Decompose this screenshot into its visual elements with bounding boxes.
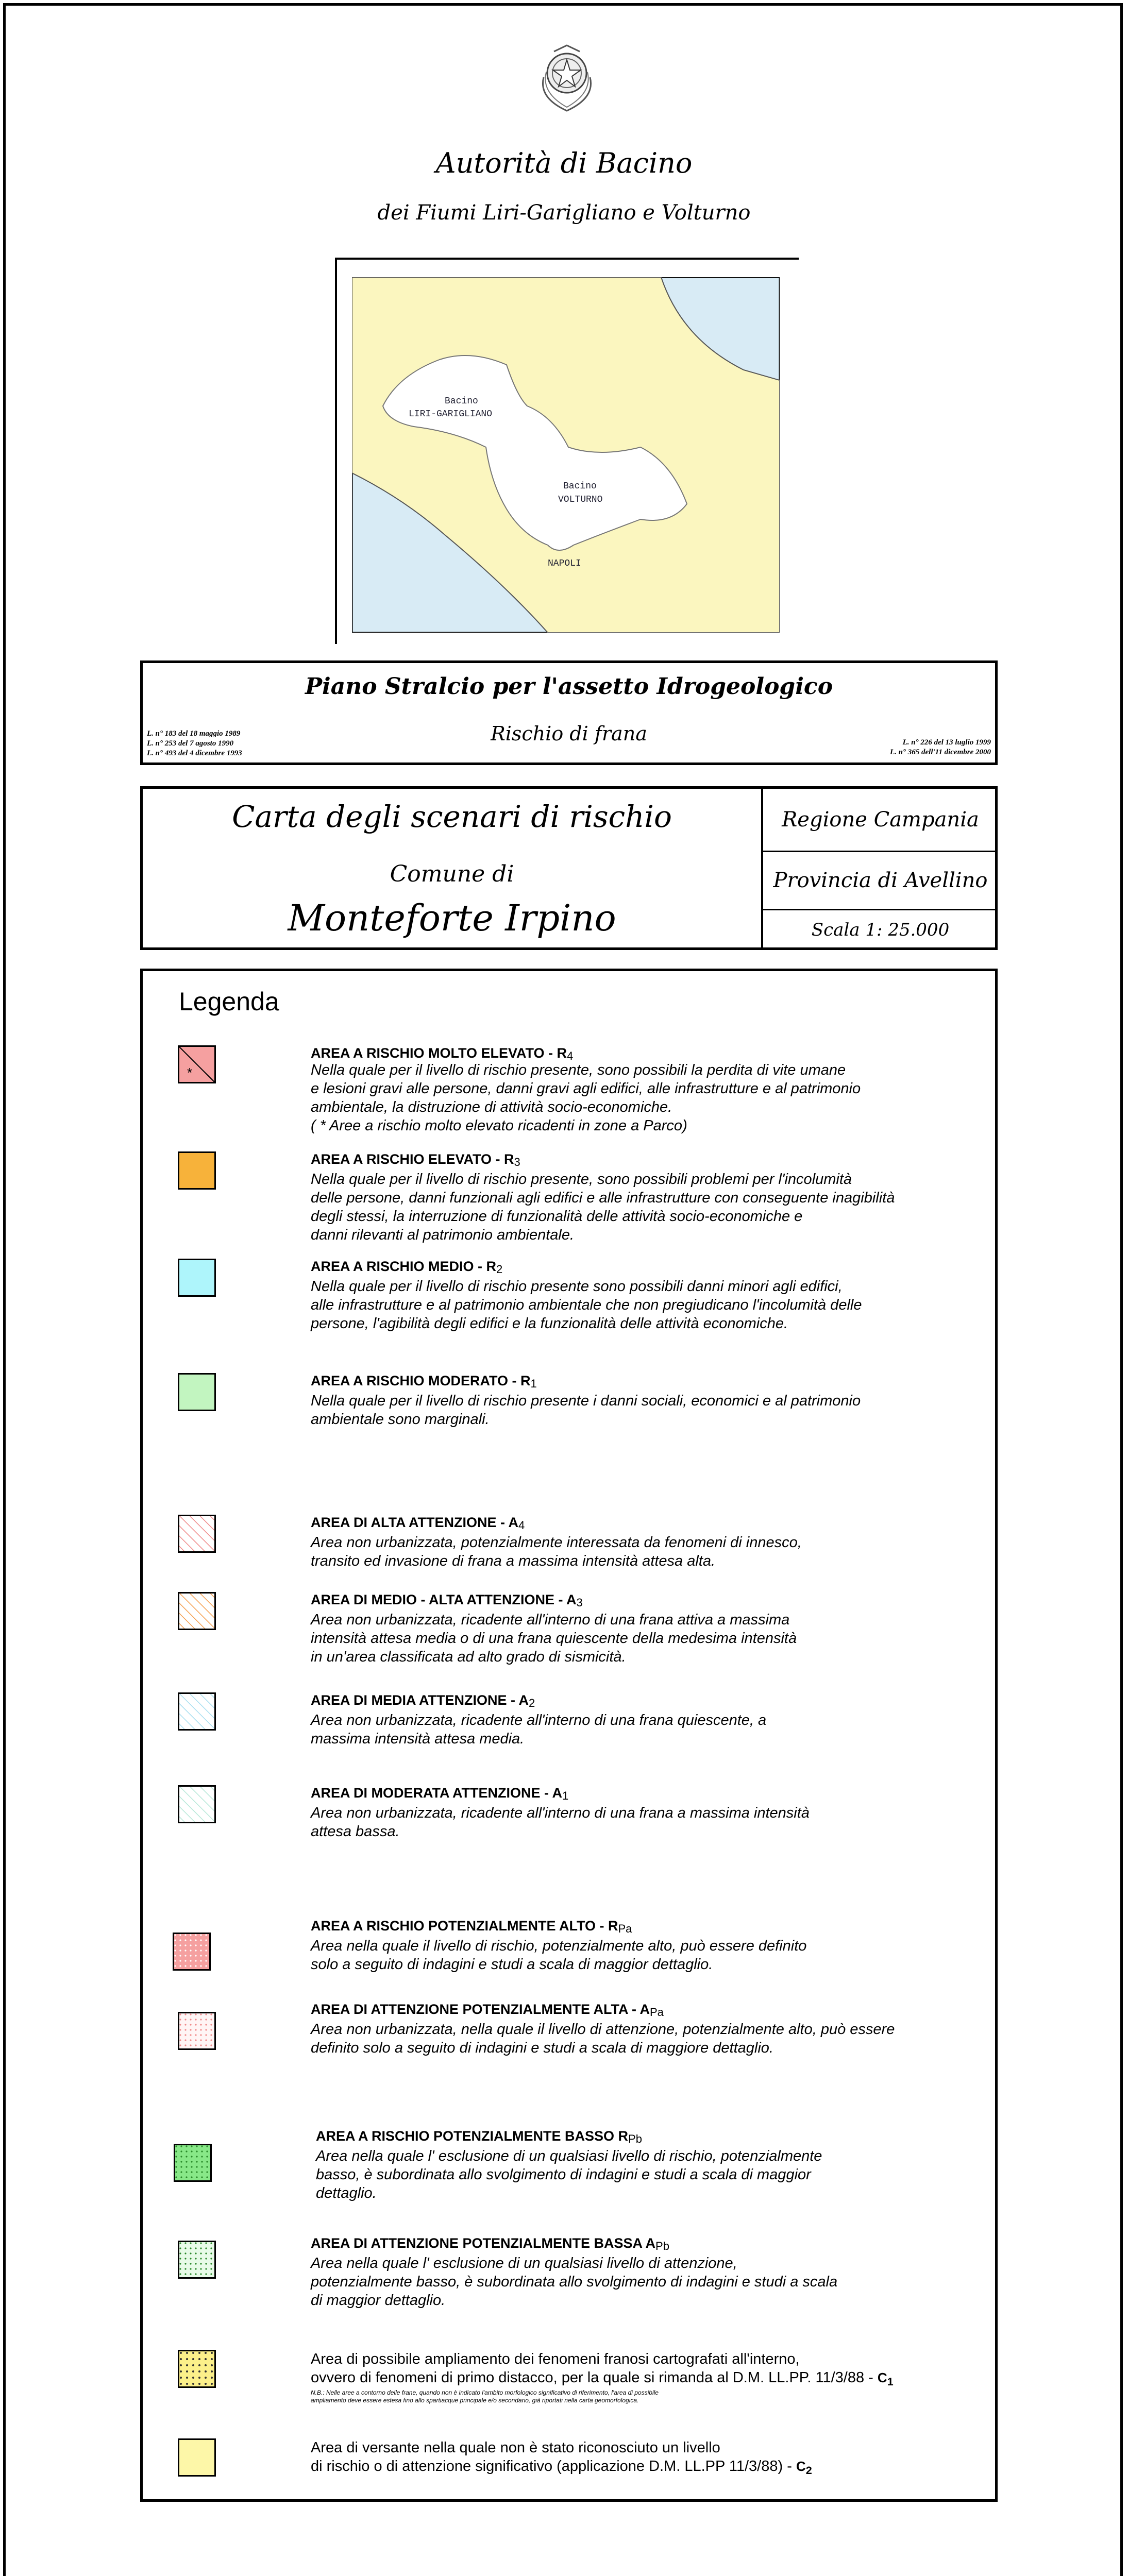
laws-left [147, 729, 242, 758]
map-label-napoli: NAPOLI [548, 558, 581, 569]
legend-title-r2 [311, 1259, 502, 1276]
legend-c1-line2-text: ovvero di fenomeni di primo distacco, per la quale si rimanda al D.M. LL.PP. 11/3/88 - [311, 2369, 873, 2386]
laws-right [890, 738, 991, 757]
swatch-r3 [178, 1151, 216, 1190]
legend-c1-note: N.B.: Nelle aree a contorno delle frane, quando non è indicato l'ambito morfologico significativo di riferimento, l'area di possibile ampliamento deve essere estesa fino allo spartiacque principale e/o secondario, già riportati nella carta geomorfologica. [311, 2389, 659, 2404]
legend-title-a2-text: AREA DI MEDIA ATTENZIONE - A [311, 1692, 529, 1708]
swatch-a4 [178, 1515, 216, 1553]
legend-title-r3 [311, 1151, 520, 1169]
legend-desc-c1 [311, 2350, 981, 2391]
legend-desc-a2: Area non urbanizzata, ricadente all'interno di una frana quiescente, a massima intensità attesa media. [311, 1712, 767, 1747]
legend-title-a4-text: AREA DI ALTA ATTENZIONE - A [311, 1515, 518, 1530]
legend-desc-r4: Nella quale per il livello di rischio presente, sono possibili la perdita di vite umane e lesioni gravi alle persone, danni gravi agli edifici, alle infrastrutture e al patrimonio ambientale, la distruzione di attività socio-economiche. ( * Aree a rischio molto elevato ricadenti in zone a Parco) [311, 1062, 861, 1134]
legend-c1-code-sub: 1 [887, 2375, 894, 2388]
legend-title-a2 [311, 1692, 535, 1710]
legend-title-a4 [311, 1515, 525, 1532]
basin-map [335, 258, 799, 644]
legend-c2-code-sub: 2 [805, 2464, 812, 2477]
swatch-apa [178, 2012, 216, 2050]
legend-title-a1 [311, 1785, 568, 1803]
legend-title-a3-sub: 3 [576, 1596, 583, 1609]
comune-name: Monteforte Irpino [288, 897, 616, 939]
swatch-a2 [178, 1692, 216, 1731]
legend-title-r4-sub: 4 [567, 1049, 574, 1062]
svg-text:*: * [187, 1065, 193, 1080]
legend-desc-r2: Nella quale per il livello di rischio presente sono possibili danni minori agli edifici, alle infrastrutture e al patrimonio ambientale che non pregiudicano l'incolumità delle persone, l'agibilità degli edifici e la funzionalità delle attività economiche. [311, 1278, 862, 1332]
legend-c1-line1: Area di possibile ampliamento dei fenomeni franosi cartografati all'interno, [311, 2351, 800, 2367]
legend-c1-code-letter: C [877, 2370, 887, 2385]
legend-title-r4-text: AREA A RISCHIO MOLTO ELEVATO - R [311, 1045, 567, 1061]
regione: Regione Campania [763, 789, 998, 852]
legend-box [140, 969, 998, 2502]
legend-title-a3 [311, 1592, 583, 1609]
legend-desc-apa: Area non urbanizzata, nella quale il livello di attenzione, potenzialmente alto, può essere definito solo a seguito di indagini e studi a scala di maggiore dettaglio. [311, 2021, 895, 2056]
swatch-r4 [178, 1045, 216, 1083]
legend-title-rpb [316, 2128, 642, 2146]
legend-desc-r3: Nella quale per il livello di rischio presente, sono possibili problemi per l'incolumità delle persone, danni funzionali agli edifici e alle infrastrutture con conseguente inagibilità degli stessi, la interruzione di funzionalità delle attività socio-economiche e danni rilevanti al patrimonio ambientale. [311, 1171, 895, 1243]
law-left-2: L. n° 253 del 7 agosto 1990 [147, 739, 234, 748]
legend-title-rpa-sub: Pa [618, 1922, 632, 1935]
legend-c2-code-letter: C [796, 2459, 806, 2474]
authority-name: Autorità di Bacino [435, 147, 693, 179]
pai-title: Piano Stralcio per l'assetto Idrogeologico [305, 673, 833, 700]
legend-title-a4-sub: 4 [518, 1519, 525, 1532]
legend-title-r1 [311, 1373, 537, 1391]
legend-desc-rpa: Area nella quale il livello di rischio, potenzialmente alto, può essere definito solo a seguito di indagini e studi a scala di maggior dettaglio. [311, 1938, 807, 1973]
legend-title-r2-text: AREA A RISCHIO MEDIO - R [311, 1259, 497, 1274]
law-right-2: L. n° 365 dell'11 dicembre 2000 [890, 748, 991, 756]
map-label-volturno: VOLTURNO [558, 495, 603, 505]
legend-title-a1-sub: 1 [562, 1789, 569, 1802]
emblem-icon [533, 41, 600, 113]
comune-label: Comune di [390, 861, 514, 887]
provincia: Provincia di Avellino [763, 852, 998, 910]
legend-title-r2-sub: 2 [496, 1263, 503, 1276]
map-label-bacino-1: Bacino [445, 396, 478, 406]
pai-title-box [140, 660, 998, 765]
legend-title-rpb-text: AREA A RISCHIO POTENZIALMENTE BASSO R [316, 2128, 629, 2144]
legend-desc-a3: Area non urbanizzata, ricadente all'interno di una frana attiva a massima intensità attesa media o di una frana quiescente della medesima intensità in un'area classificata ad alto grado di sismicità. [311, 1612, 797, 1665]
scala: Scala 1: 25.000 [811, 920, 950, 940]
swatch-c1 [178, 2350, 216, 2388]
legend-title-rpa-text: AREA A RISCHIO POTENZIALMENTE ALTO - R [311, 1918, 618, 1934]
legend-c1-line2 [311, 2368, 981, 2391]
swatch-apb [178, 2241, 216, 2279]
swatch-a1 [178, 1785, 216, 1823]
legend-title-r1-sub: 1 [530, 1377, 537, 1390]
legend-desc-a1: Area non urbanizzata, ricadente all'interno di una frana a massima intensità attesa bassa. [311, 1805, 810, 1840]
legend-title-rpb-sub: Pb [628, 2132, 642, 2145]
swatch-rpb [174, 2144, 212, 2182]
law-right-1: L. n° 226 del 13 luglio 1999 [902, 738, 991, 747]
legend-title-apb-text: AREA DI ATTENZIONE POTENZIALMENTE BASSA A [311, 2235, 656, 2251]
legend-title-apa-sub: Pa [649, 2006, 664, 2019]
legend-desc-apb: Area nella quale l' esclusione di un qualsiasi livello di attenzione, potenzialmente basso, è subordinata allo svolgimento di indagini e studi a scala di maggior dettaglio. [311, 2255, 838, 2309]
authority-rivers: dei Fiumi Liri-Garigliano e Volturno [377, 201, 751, 225]
map-label-bacino-2: Bacino [563, 481, 597, 492]
carta-title: Carta degli scenari di rischio [232, 799, 672, 834]
legend-c2-line1: Area di versante nella quale non è stato riconosciuto un livello [311, 2439, 720, 2456]
map-label-liri: LIRI-GARIGLIANO [409, 409, 493, 419]
legend-title-apb [311, 2235, 669, 2253]
legend-title-apb-sub: Pb [655, 2240, 669, 2252]
legend-desc-rpb: Area nella quale l' esclusione di un qualsiasi livello di rischio, potenzialmente basso, è subordinata allo svolgimento di indagini e studi a scala di maggior dettaglio. [316, 2148, 822, 2201]
legend-title: Legenda [179, 987, 279, 1016]
legend-title-a1-text: AREA DI MODERATA ATTENZIONE - A [311, 1785, 562, 1801]
legend-title-r3-text: AREA A RISCHIO ELEVATO - R [311, 1151, 514, 1167]
swatch-a3 [178, 1592, 216, 1630]
swatch-r2 [178, 1259, 216, 1297]
legend-desc-c2 [311, 2438, 981, 2480]
legend-c2-line2-text: di rischio o di attenzione significativo (applicazione D.M. LL.PP 11/3/88) - [311, 2458, 792, 2475]
law-left-1: L. n° 183 del 18 maggio 1989 [147, 730, 241, 738]
swatch-c2 [178, 2438, 216, 2477]
legend-c2-line2 [311, 2457, 981, 2480]
legend-title-a2-sub: 2 [528, 1697, 535, 1709]
basin-map-drawing [352, 277, 780, 633]
legend-desc-r1: Nella quale per il livello di rischio presente i danni sociali, economici e al patrimonio ambientale sono marginali. [311, 1393, 861, 1428]
legend-c1-code [877, 2370, 894, 2388]
legend-title-rpa [311, 1918, 632, 1936]
legend-title-r3-sub: 3 [514, 1156, 520, 1168]
pai-subtitle: Rischio di frana [491, 722, 647, 745]
legend-title-r4 [311, 1045, 573, 1063]
law-left-3: L. n° 493 del 4 dicembre 1993 [147, 749, 242, 757]
legend-title-a3-text: AREA DI MEDIO - ALTA ATTENZIONE - A [311, 1592, 577, 1607]
legend-desc-a4: Area non urbanizzata, potenzialmente interessata da fenomeni di innesco, transito ed invasione di frana a massima intensità attesa alta. [311, 1534, 802, 1569]
legend-title-apa [311, 2002, 664, 2019]
legend-title-apa-text: AREA DI ATTENZIONE POTENZIALMENTE ALTA - A [311, 2002, 650, 2017]
swatch-rpa [173, 1933, 211, 1971]
legend-title-r1-text: AREA A RISCHIO MODERATO - R [311, 1373, 531, 1388]
carta-box [140, 786, 998, 950]
legend-c2-code [796, 2459, 812, 2477]
swatch-r1 [178, 1373, 216, 1411]
